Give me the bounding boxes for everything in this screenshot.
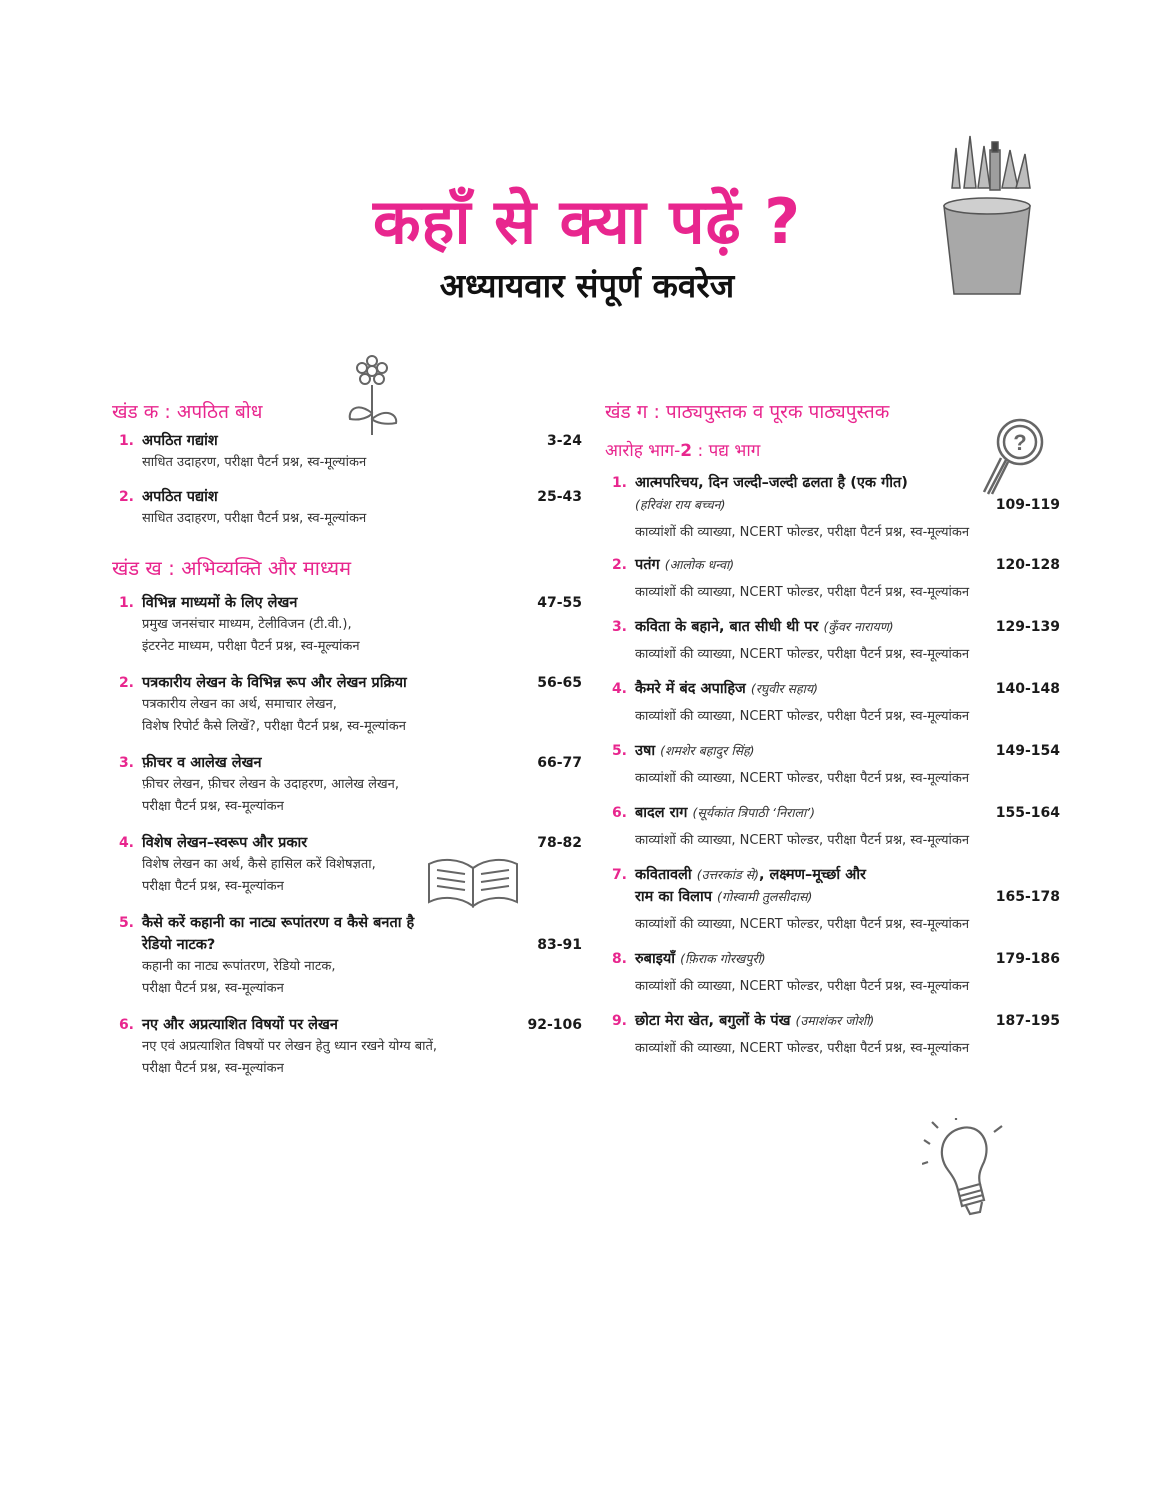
section-a-title: खंड क : अपठित बोध xyxy=(112,401,263,423)
item-pages: 155-164 xyxy=(995,805,1060,821)
item-pages: 66-77 xyxy=(537,755,582,771)
toc-item[interactable] xyxy=(112,912,582,1000)
toc-item[interactable] xyxy=(605,678,1060,728)
item-author: (उमाशंकर जोशी) xyxy=(795,1013,875,1028)
item-desc: काव्यांशों की व्याख्या, NCERT फोल्डर, परीक्षा पैटर्न प्रश्न, स्व-मूल्यांकन xyxy=(635,917,970,932)
item-pages: 78-82 xyxy=(537,835,582,851)
toc-item[interactable] xyxy=(605,948,1060,998)
toc-item[interactable] xyxy=(112,672,582,738)
item-title: उषा xyxy=(635,743,656,759)
item-desc: विशेष रिपोर्ट कैसे लिखें?, परीक्षा पैटर्न प्रश्न, स्व-मूल्यांकन xyxy=(142,719,406,734)
toc-item[interactable] xyxy=(112,592,582,658)
item-number: 2. xyxy=(611,557,627,573)
item-title: अपठित पद्यांश xyxy=(142,489,218,505)
item-desc: प्रमुख जनसंचार माध्यम, टेलीविजन (टी.वी.), xyxy=(142,617,352,632)
item-pages: 92-106 xyxy=(527,1017,582,1033)
page-title: कहाँ से क्या पढ़ें ? xyxy=(372,185,802,258)
subtitle-prefix: आरोह भाग- xyxy=(605,441,681,461)
item-title: विभिन्न माध्यमों के लिए लेखन xyxy=(142,595,298,611)
item-title: कैसे करें कहानी का नाट्य रूपांतरण व कैसे बनता है xyxy=(142,915,415,931)
toc-item[interactable] xyxy=(112,1014,582,1080)
item-pages: 25-43 xyxy=(537,489,582,505)
item-number: 9. xyxy=(611,1013,627,1029)
svg-text:?: ? xyxy=(1013,430,1027,455)
left-column xyxy=(112,400,582,1080)
item-pages: 56-65 xyxy=(537,675,582,691)
item-number: 3. xyxy=(611,619,627,635)
item-author: (उत्तरकांड से) xyxy=(696,867,759,882)
item-title-cont: , लक्ष्मण–मूर्च्छा और xyxy=(759,867,866,883)
item-title-cont: रेडियो नाटक? xyxy=(142,937,216,953)
item-pages: 179-186 xyxy=(995,951,1060,967)
item-number: 6. xyxy=(611,805,627,821)
item-number: 1. xyxy=(118,433,134,449)
item-desc: परीक्षा पैटर्न प्रश्न, स्व-मूल्यांकन xyxy=(142,879,284,894)
item-number: 4. xyxy=(118,835,134,851)
item-number: 8. xyxy=(611,951,627,967)
item-title: फ़ीचर व आलेख लेखन xyxy=(142,755,262,771)
section-c-subtitle xyxy=(605,440,1060,462)
item-pages: 47-55 xyxy=(537,595,582,611)
item-desc: साधित उदाहरण, परीक्षा पैटर्न प्रश्न, स्व-मूल्यांकन xyxy=(142,455,367,470)
toc-item[interactable] xyxy=(605,1010,1060,1060)
subtitle-num: 2 xyxy=(680,441,693,461)
item-desc: फ़ीचर लेखन, फ़ीचर लेखन के उदाहरण, आलेख लेखन, xyxy=(142,777,399,792)
item-pages: 109-119 xyxy=(995,497,1060,513)
item-author2: (गोस्वामी तुलसीदास) xyxy=(717,889,813,904)
item-pages: 165-178 xyxy=(995,889,1060,905)
item-desc: इंटरनेट माध्यम, परीक्षा पैटर्न प्रश्न, स्व-मूल्यांकन xyxy=(142,639,360,654)
item-number: 1. xyxy=(118,595,134,611)
item-title: विशेष लेखन–स्वरूप और प्रकार xyxy=(142,835,308,851)
item-pages: 3-24 xyxy=(546,433,582,449)
item-desc: काव्यांशों की व्याख्या, NCERT फोल्डर, परीक्षा पैटर्न प्रश्न, स्व-मूल्यांकन xyxy=(635,585,970,600)
page-subtitle: अध्यायवार संपूर्ण कवरेज xyxy=(439,266,735,305)
item-title: कवितावली xyxy=(635,867,692,883)
item-desc: काव्यांशों की व्याख्या, NCERT फोल्डर, परीक्षा पैटर्न प्रश्न, स्व-मूल्यांकन xyxy=(635,525,970,540)
item-desc: साधित उदाहरण, परीक्षा पैटर्न प्रश्न, स्व-मूल्यांकन xyxy=(142,511,367,526)
item-desc: काव्यांशों की व्याख्या, NCERT फोल्डर, परीक्षा पैटर्न प्रश्न, स्व-मूल्यांकन xyxy=(635,833,970,848)
toc-item[interactable] xyxy=(605,740,1060,790)
section-c-title: खंड ग : पाठ्यपुस्तक व पूरक पाठ्यपुस्तक xyxy=(605,401,890,423)
item-desc: काव्यांशों की व्याख्या, NCERT फोल्डर, परीक्षा पैटर्न प्रश्न, स्व-मूल्यांकन xyxy=(635,647,970,662)
toc-item[interactable] xyxy=(112,752,582,818)
item-desc: काव्यांशों की व्याख्या, NCERT फोल्डर, परीक्षा पैटर्न प्रश्न, स्व-मूल्यांकन xyxy=(635,709,970,724)
toc-item[interactable] xyxy=(112,832,582,898)
item-title: अपठित गद्यांश xyxy=(142,433,218,449)
item-author: (शमशेर बहादुर सिंह) xyxy=(660,743,755,758)
item-number: 2. xyxy=(118,489,134,505)
item-desc: काव्यांशों की व्याख्या, NCERT फोल्डर, परीक्षा पैटर्न प्रश्न, स्व-मूल्यांकन xyxy=(635,979,970,994)
item-number: 5. xyxy=(611,743,627,759)
item-number: 4. xyxy=(611,681,627,697)
item-number: 1. xyxy=(611,475,627,491)
item-desc: नए एवं अप्रत्याशित विषयों पर लेखन हेतु ध्यान रखने योग्य बातें, xyxy=(142,1039,438,1054)
item-desc: कहानी का नाट्य रूपांतरण, रेडियो नाटक, xyxy=(142,959,336,974)
item-author: (कुँवर नारायण) xyxy=(823,619,894,634)
item-desc: काव्यांशों की व्याख्या, NCERT फोल्डर, परीक्षा पैटर्न प्रश्न, स्व-मूल्यांकन xyxy=(635,771,970,786)
pencil-cup-icon xyxy=(930,128,1040,300)
item-title: नए और अप्रत्याशित विषयों पर लेखन xyxy=(142,1017,338,1033)
toc-item[interactable] xyxy=(112,486,582,530)
item-pages: 129-139 xyxy=(995,619,1060,635)
section-b-title: खंड ख : अभिव्यक्ति और माध्यम xyxy=(112,556,352,580)
item-title: रुबाइयाँ xyxy=(635,951,675,967)
item-number: 2. xyxy=(118,675,134,691)
item-title: कविता के बहाने, बात सीधी थी पर xyxy=(635,619,819,635)
item-number: 6. xyxy=(118,1017,134,1033)
item-desc: परीक्षा पैटर्न प्रश्न, स्व-मूल्यांकन xyxy=(142,1061,284,1076)
toc-item[interactable] xyxy=(112,430,582,474)
item-author: (आलोक धन्वा) xyxy=(664,557,735,572)
item-pages: 120-128 xyxy=(995,557,1060,573)
item-desc: परीक्षा पैटर्न प्रश्न, स्व-मूल्यांकन xyxy=(142,981,284,996)
item-pages: 149-154 xyxy=(995,743,1060,759)
item-pages: 187-195 xyxy=(995,1013,1060,1029)
right-column xyxy=(605,400,1060,1060)
toc-item[interactable] xyxy=(605,864,1060,936)
item-number: 5. xyxy=(118,915,134,931)
item-title: आत्मपरिचय, दिन जल्दी–जल्दी ढलता है (एक गीत) xyxy=(635,475,908,491)
item-title: पत्रकारीय लेखन के विभिन्न रूप और लेखन प्रक्रिया xyxy=(142,675,407,691)
light-bulb-icon xyxy=(922,1118,1014,1216)
item-number: 3. xyxy=(118,755,134,771)
toc-item[interactable] xyxy=(605,554,1060,604)
item-desc: पत्रकारीय लेखन का अर्थ, समाचार लेखन, xyxy=(142,697,337,712)
item-pages: 83-91 xyxy=(537,937,582,953)
toc-item[interactable] xyxy=(605,802,1060,852)
item-title: कैमरे में बंद अपाहिज xyxy=(635,681,746,697)
item-title-line2: राम का विलाप xyxy=(635,889,712,905)
toc-item[interactable] xyxy=(605,472,1060,544)
item-author: (सूर्यकांत त्रिपाठी ‘निराला’) xyxy=(692,805,816,820)
item-number: 7. xyxy=(611,867,627,883)
item-desc: काव्यांशों की व्याख्या, NCERT फोल्डर, परीक्षा पैटर्न प्रश्न, स्व-मूल्यांकन xyxy=(635,1041,970,1056)
item-author: (रघुवीर सहाय) xyxy=(750,681,818,696)
item-desc: परीक्षा पैटर्न प्रश्न, स्व-मूल्यांकन xyxy=(142,799,284,814)
item-author: (हरिवंश राय बच्चन) xyxy=(635,497,726,512)
item-title: बादल राग xyxy=(635,805,688,821)
item-pages: 140-148 xyxy=(995,681,1060,697)
item-title: पतंग xyxy=(635,557,660,573)
toc-item[interactable] xyxy=(605,616,1060,666)
item-title: छोटा मेरा खेत, बगुलों के पंख xyxy=(635,1013,791,1029)
subtitle-suffix: : पद्य भाग xyxy=(692,441,761,461)
item-author: (फ़िराक गोरखपुरी) xyxy=(680,951,766,966)
item-desc: विशेष लेखन का अर्थ, कैसे हासिल करें विशेषज्ञता, xyxy=(142,857,376,872)
